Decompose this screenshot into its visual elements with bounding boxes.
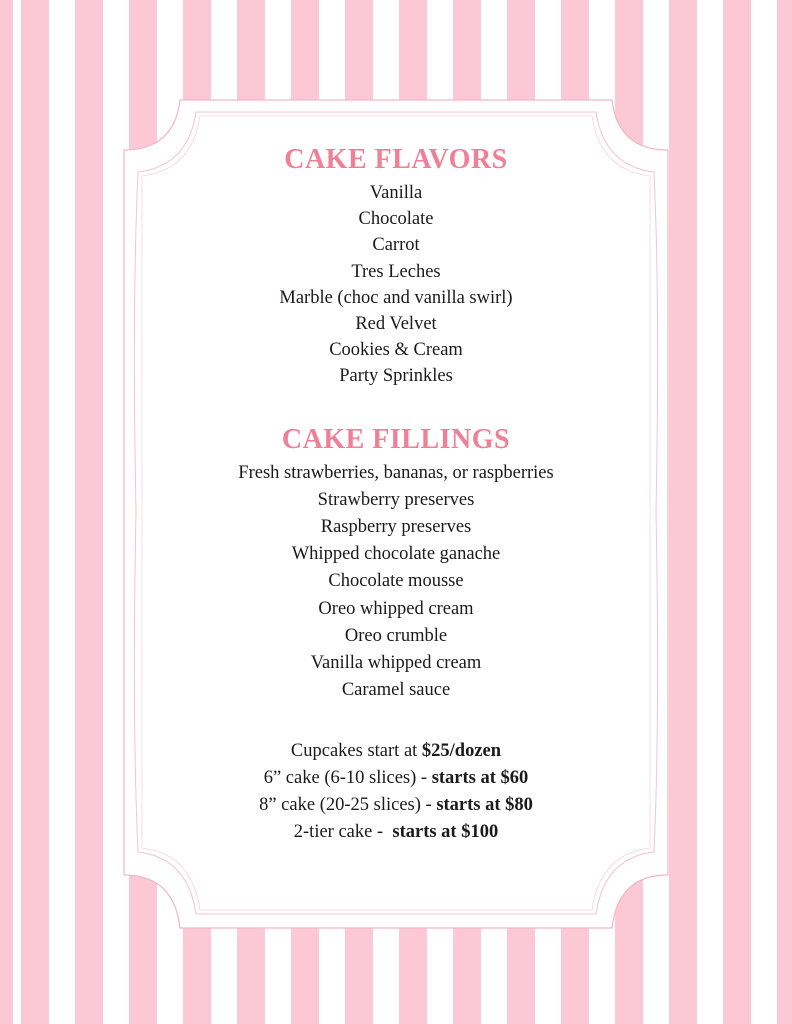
list-item: Caramel sauce — [341, 680, 451, 701]
cake-flavors-heading: CAKE FLAVORS — [284, 144, 508, 175]
list-item: Chocolate — [358, 209, 434, 230]
cupcake-price-line — [110, 738, 682, 765]
price-description: 8” cake (20-25 slices) - — [259, 795, 437, 816]
six-inch-cake-price-line — [110, 765, 682, 792]
list-item: Red Velvet — [355, 314, 437, 335]
menu-content — [110, 140, 682, 846]
eight-inch-cake-price-line — [110, 792, 682, 819]
list-item: Vanilla — [369, 183, 423, 203]
cake-fillings-list — [110, 460, 682, 705]
list-item: Raspberry preserves — [320, 517, 472, 538]
list-item: Cookies & Cream — [329, 340, 463, 361]
price-description: 6” cake (6-10 slices) - — [263, 768, 432, 789]
cake-fillings-section — [110, 420, 682, 705]
price-value: $25/dozen — [421, 741, 502, 762]
cake-fillings-heading: CAKE FILLINGS — [281, 423, 511, 455]
cake-flavors-list — [110, 180, 682, 390]
list-item: Carrot — [372, 235, 420, 256]
list-item: Strawberry preserves — [317, 489, 475, 510]
price-value: starts at $60 — [431, 768, 529, 789]
price-description: Cupcakes start at — [290, 741, 422, 762]
price-description: 2-tier cake - — [293, 822, 393, 843]
price-value: starts at $80 — [436, 795, 533, 816]
cake-flavors-section — [110, 140, 682, 390]
list-item: Oreo crumble — [344, 625, 448, 646]
list-item: Chocolate mousse — [328, 571, 464, 592]
list-item: Vanilla whipped cream — [310, 653, 482, 674]
list-item: Tres Leches — [351, 261, 441, 282]
list-item: Party Sprinkles — [339, 366, 453, 387]
two-tier-cake-price-line — [110, 819, 682, 846]
list-item: Whipped chocolate ganache — [291, 544, 501, 565]
pricing-section — [110, 738, 682, 846]
list-item: Fresh strawberries, bananas, or raspberries — [238, 462, 554, 483]
list-item: Oreo whipped cream — [318, 598, 474, 619]
list-item: Marble (choc and vanilla swirl) — [279, 287, 513, 308]
price-value: starts at $100 — [392, 822, 499, 843]
